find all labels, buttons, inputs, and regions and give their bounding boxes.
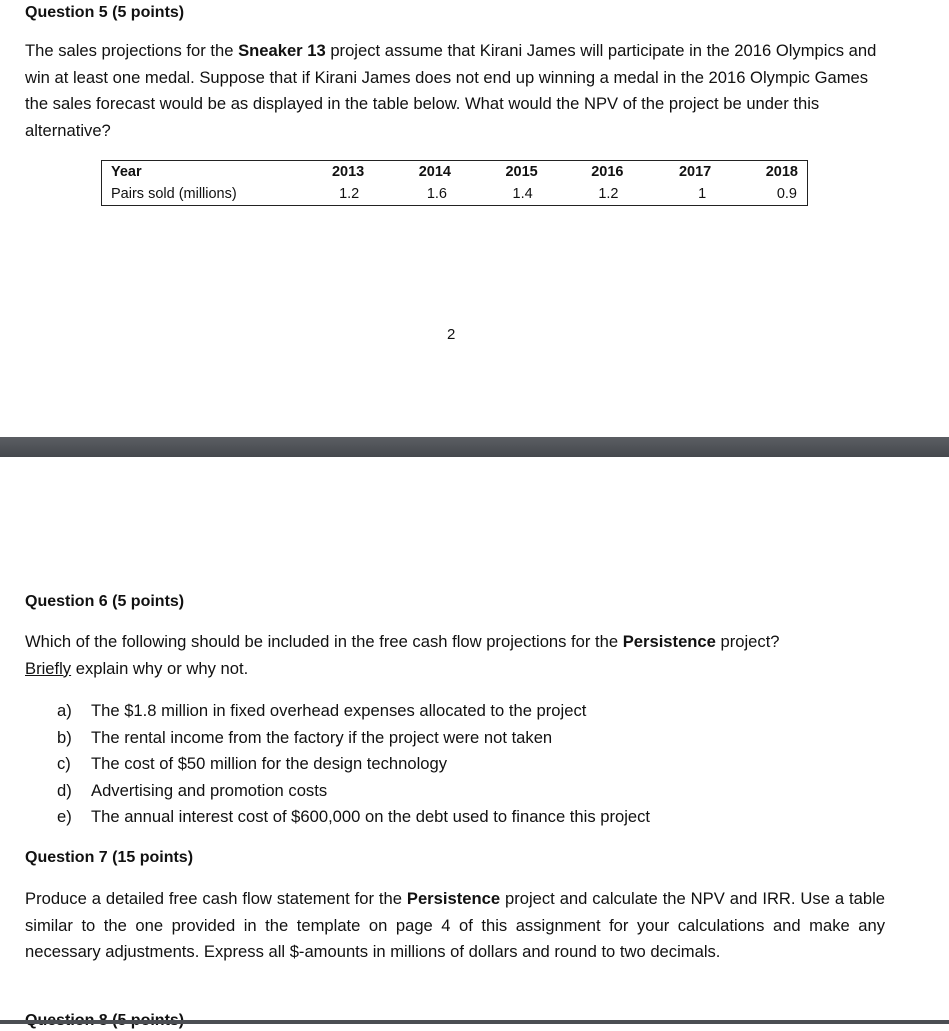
question-5-heading: Question 5 (5 points) (25, 4, 185, 21)
year-cell: 2018 (765, 164, 798, 180)
document-page-1 (0, 0, 949, 437)
question-7-text: Produce a detailed free cash flow statement for the Persistence project and calculate the NPV and IRR. Use a table similar to the one provided in the template on page 4 of this assignment for your calculations and make any necessary adjustments. Express all $-amounts in millions of dollars and round to two decimals. (25, 889, 885, 961)
sales-forecast-table (101, 160, 808, 206)
pairs-sold-cell: 1.4 (512, 186, 533, 202)
pairs-sold-cell: 1.2 (598, 186, 619, 202)
question-6-heading: Question 6 (5 points) (25, 593, 185, 610)
pairs-sold-cell: 1 (698, 186, 707, 202)
year-cell: 2014 (418, 164, 451, 180)
sneaker-13-project-name: Sneaker 13 (238, 41, 326, 60)
list-item: d) Advertising and promotion costs (57, 780, 328, 800)
page-number: 2 (447, 326, 456, 343)
page-separator (0, 1020, 949, 1024)
pairs-sold-cell: 0.9 (776, 186, 797, 202)
briefly-underlined: Briefly (25, 658, 72, 678)
list-item: c) The cost of $50 million for the design technology (57, 754, 448, 773)
list-item: a) The $1.8 million in fixed overhead expenses allocated to the project (57, 701, 587, 720)
page-separator (0, 437, 949, 457)
table-row-year (102, 161, 808, 184)
pairs-sold-cell: 1.2 (339, 186, 360, 202)
question-8-heading (25, 1011, 184, 1020)
year-label: Year (111, 164, 142, 180)
table-row-pairs-sold (102, 183, 808, 206)
year-cell: 2015 (505, 164, 538, 180)
persistence-project-name: Persistence (622, 632, 716, 651)
pairs-sold-label: Pairs sold (millions) (111, 186, 237, 202)
question-6-options (57, 698, 650, 831)
persistence-project-name: Persistence (406, 889, 501, 908)
question-7-heading: Question 7 (15 points) (25, 849, 194, 866)
year-cell: 2013 (331, 164, 365, 180)
year-cell: 2016 (591, 164, 624, 180)
question-5-text: The sales projections for the Sneaker 13 project assume that Kirani James will participate in the 2016 Olympics and win at least one medal. Suppose that if Kirani James does not end up winning a medal in the 2016 Olympic Games the sales forecast would be as displayed in the table below. What would the NPV of the project be under this alternative? (25, 41, 877, 140)
list-item: e) The annual interest cost of $600,000 on the debt used to finance this project (57, 807, 651, 826)
question-6-text: Which of the following should be included in the free cash flow projections for the Persistence project? Briefly explain why or why not. (25, 632, 780, 678)
year-cell: 2017 (678, 164, 712, 180)
list-item: b) The rental income from the factory if the project were not taken (57, 727, 553, 747)
pairs-sold-cell: 1.6 (426, 186, 447, 202)
